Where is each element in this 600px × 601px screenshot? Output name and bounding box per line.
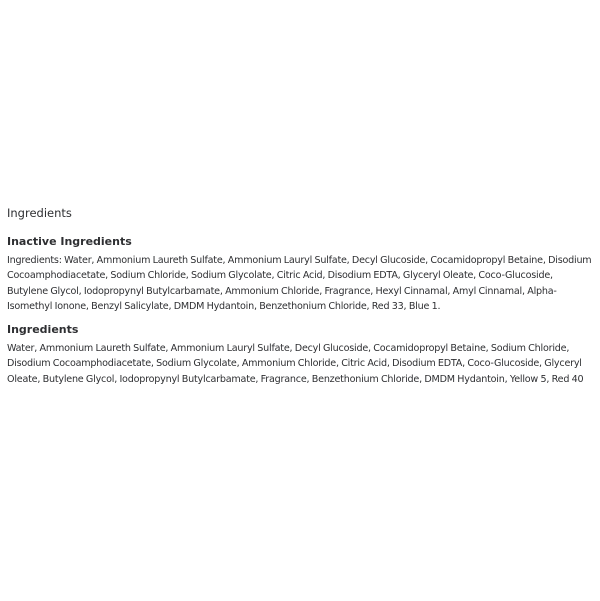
inactive-ingredients-section: [7, 234, 592, 314]
ingredients-panel: [7, 205, 592, 395]
ingredients-heading: Ingredients: [7, 323, 79, 337]
ingredients-text: Water, Ammonium Laureth Sulfate, Ammonium Lauryl Sulfate, Decyl Glucoside, Cocamidopropyl Betaine, Sodium Chloride, Disodium Cocoamphodiacetate, Sodium Glycolate, Ammonium Chloride, Citric Acid, Disodium EDTA, Coco-Glucoside, Glyceryl Oleate, Butylene Glycol, Iodopropynyl Butylcarbamate, Fragrance, Benzethonium Chloride, DMDM Hydantoin, Yellow 5, Red 40: [7, 343, 584, 385]
inactive-ingredients-text: Ingredients: Water, Ammonium Laureth Sulfate, Ammonium Lauryl Sulfate, Decyl Glucoside, Cocamidopropyl Betaine, Disodium Cocoamphodiacetate, Sodium Chloride, Sodium Glycolate, Citric Acid, Disodium EDTA, Glyceryl Oleate, Coco-Glucoside, Butylene Glycol, Iodopropynyl Butylcarbamate, Ammonium Chloride, Fragrance, Hexyl Cinnamal, Amyl Cinnamal, Alpha-Isomethyl Ionone, Benzyl Salicylate, DMDM Hydantoin, Benzethonium Chloride, Red 33, Blue 1.: [7, 255, 592, 312]
inactive-ingredients-heading: Inactive Ingredients: [7, 235, 132, 248]
page-title: Ingredients: [7, 206, 72, 220]
ingredients-section: [7, 322, 592, 387]
